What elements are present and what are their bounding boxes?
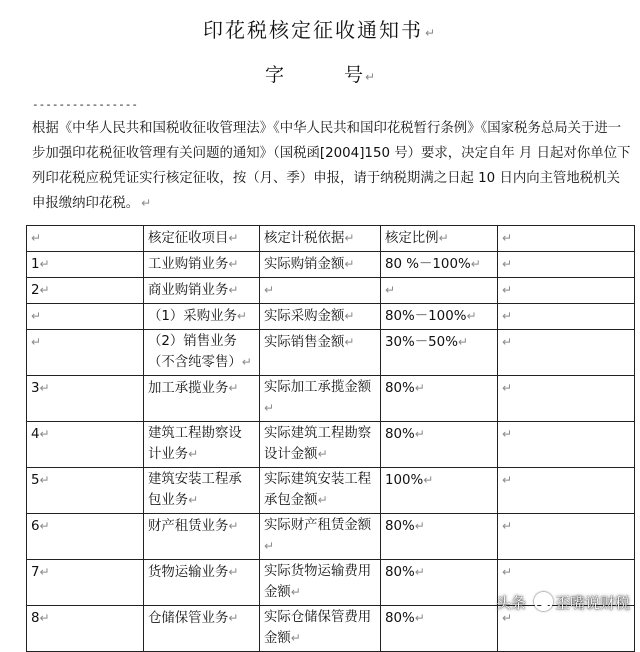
document-title (0, 14, 640, 43)
document-number-line (0, 60, 640, 87)
basis-cell: 实际建筑工程勘察设计金额↵ (260, 422, 381, 468)
assessment-table (26, 225, 635, 652)
row-number-cell: 4↵ (27, 422, 144, 468)
table-row (27, 278, 635, 304)
table-header-row (27, 226, 635, 252)
table-row (27, 376, 635, 422)
basis-cell: ↵ (260, 278, 381, 304)
ratio-cell: 80%↵ (381, 514, 498, 560)
table-row (27, 422, 635, 468)
item-cell: 仓储保管业务↵ (144, 606, 260, 652)
header-cell-ratio: 核定比例↵ (381, 226, 498, 252)
extra-cell: ↵ (498, 468, 635, 514)
row-number-cell: 5↵ (27, 468, 144, 514)
at-icon (534, 592, 553, 611)
header-cell-extra: ↵ (498, 226, 635, 252)
basis-cell: 实际建筑安装工程承包金额↵ (260, 468, 381, 514)
table-row (27, 304, 635, 330)
item-cell: 工业购销业务↵ (144, 252, 260, 278)
extra-cell: ↵ (498, 304, 635, 330)
row-number-cell: ↵ (27, 330, 144, 376)
header-cell-number: ↵ (27, 226, 144, 252)
item-cell: 货物运输业务↵ (144, 560, 260, 606)
dash-line: ---------------- (32, 98, 138, 111)
extra-cell: ↵ (498, 514, 635, 560)
item-cell: （1）采购业务↵ (144, 304, 260, 330)
basis-cell: 实际销售金额↵ (260, 330, 381, 376)
row-number-cell: 7↵ (27, 560, 144, 606)
row-number-cell: 3↵ (27, 376, 144, 422)
watermark-brand: 头条 (495, 594, 526, 612)
header-cell-basis: 核定计税依据↵ (260, 226, 381, 252)
item-cell: 商业购销业务↵ (144, 278, 260, 304)
extra-cell: ↵ (498, 252, 635, 278)
basis-cell: 实际加工承揽金额↵ (260, 376, 381, 422)
basis-cell: 实际购销金额↵ (260, 252, 381, 278)
ratio-cell: 80%↵ (381, 376, 498, 422)
row-number-cell: 6↵ (27, 514, 144, 560)
header-cell-item: 核定征收项目↵ (144, 226, 260, 252)
basis-cell: 实际仓储保管费用金额↵ (260, 606, 381, 652)
ratio-cell: ↵ (381, 278, 498, 304)
item-cell: （2）销售业务（不含纯零售）↵ (144, 330, 260, 376)
extra-cell: ↵ (498, 278, 635, 304)
extra-cell: ↵ (498, 376, 635, 422)
paragraph-mark: ↵ (141, 196, 152, 210)
watermark-author: 歪嘴说财税 (554, 594, 630, 612)
item-cell: 财产租赁业务↵ (144, 514, 260, 560)
ratio-cell: 80%－100%↵ (381, 304, 498, 330)
ratio-cell: 30%－50%↵ (381, 330, 498, 376)
item-cell: 建筑安装工程承包业务↵ (144, 468, 260, 514)
extra-cell: ↵ (498, 330, 635, 376)
table-row (27, 514, 635, 560)
row-number-cell: 2↵ (27, 278, 144, 304)
row-number-cell: ↵ (27, 304, 144, 330)
table-row (27, 330, 635, 376)
extra-cell: ↵ (498, 560, 635, 606)
notice-body-text: 根据《中华人民共和国税收征收管理法》《中华人民共和国印花税暂行条例》《国家税务总局关于进一步加强印花税征收管理有关问题的通知》（国税函[2004]150 号）要求，决定自年 月 日起对你单位下列印花税应税凭证实行核定征收，按（月、季）申报，请于纳税期满之日起 10 日内向主管地税机关申报缴纳印花税。 (32, 121, 631, 211)
extra-cell: ↵ (498, 606, 635, 652)
paragraph-mark: ↵ (424, 26, 438, 40)
watermark (496, 592, 630, 613)
item-cell: 加工承揽业务↵ (144, 376, 260, 422)
basis-cell: 实际财产租赁金额↵ (260, 514, 381, 560)
extra-cell: ↵ (498, 422, 635, 468)
item-cell: 建筑工程勘察设计业务↵ (144, 422, 260, 468)
ratio-cell: 80%↵ (381, 422, 498, 468)
notice-body (32, 116, 632, 216)
paragraph-mark: ↵ (364, 70, 376, 84)
table-row (27, 468, 635, 514)
row-number-cell: 8↵ (27, 606, 144, 652)
ratio-cell: 80%↵ (381, 606, 498, 652)
ratio-cell: 80 %－100%↵ (381, 252, 498, 278)
number-label-zi: 字 (264, 64, 284, 86)
title-text: 印花税核定征收通知书 (202, 18, 423, 42)
assessment-table-body (27, 226, 635, 652)
ratio-cell: 100%↵ (381, 468, 498, 514)
basis-cell: 实际货物运输费用金额↵ (260, 560, 381, 606)
ratio-cell: 80%↵ (381, 560, 498, 606)
table-row (27, 252, 635, 278)
row-number-cell: 1↵ (27, 252, 144, 278)
number-label-hao: 号 (343, 64, 363, 86)
basis-cell: 实际采购金额↵ (260, 304, 381, 330)
